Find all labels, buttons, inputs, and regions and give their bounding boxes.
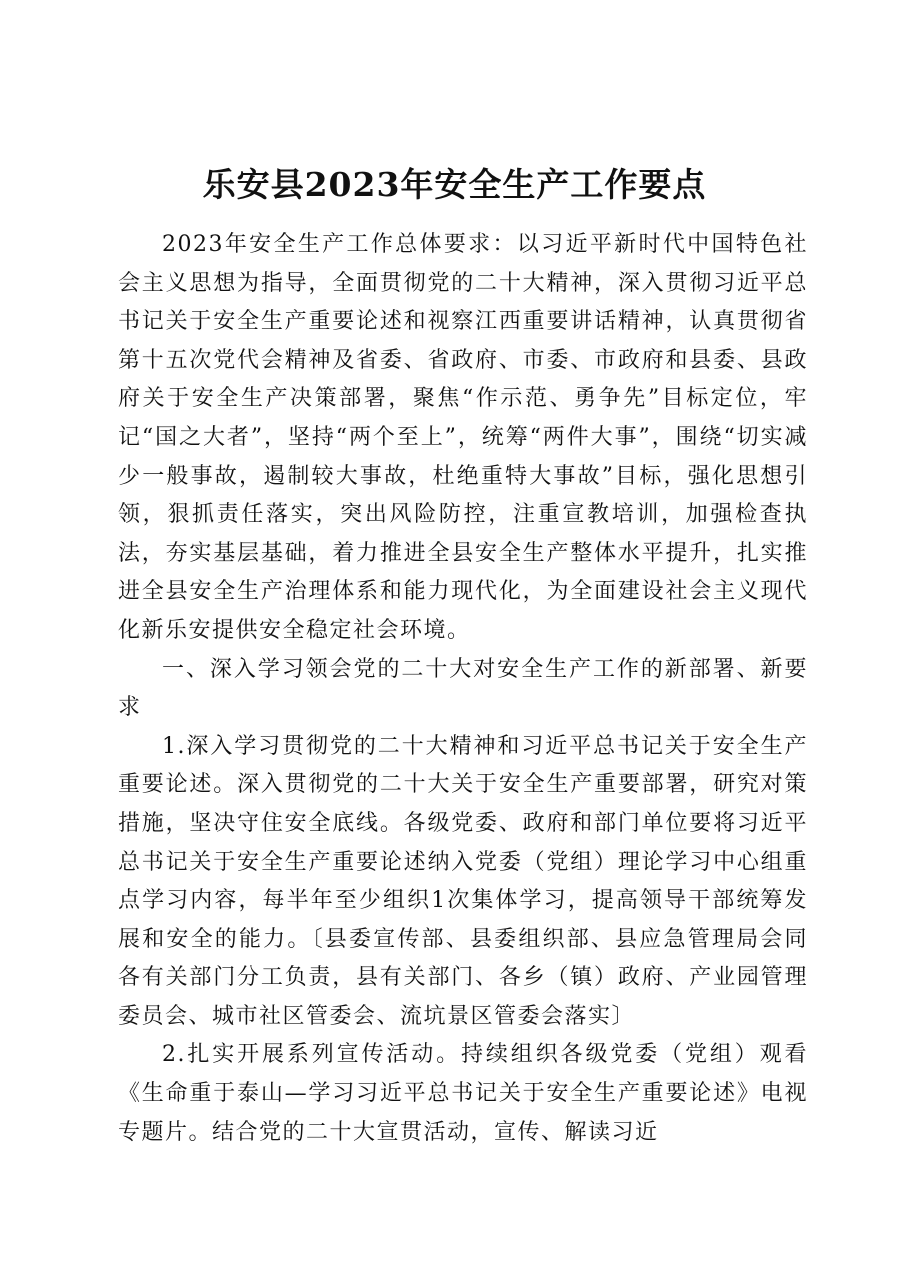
paragraph-item-2: 2.扎实开展系列宣传活动。持续组织各级党委（党组）观看《生命重于泰山—学习习近平总书记关于安全生产重要论述》电视专题片。结合党的二十大宣贯活动，宣传、解读习近 bbox=[118, 1042, 808, 1145]
document-body bbox=[118, 226, 808, 1152]
document-title: 乐安县2023年安全生产工作要点 bbox=[202, 165, 707, 204]
paragraph-general-requirements: 2023年安全生产工作总体要求：以习近平新时代中国特色社会主义思想为指导，全面贯彻党的二十大精神，深入贯彻习近平总书记关于安全生产重要论述和视察江西重要讲话精神，认真贯彻省第十五次党代会精神及省委、省政府、市委、市政府和县委、县政府关于安全生产决策部署，聚焦“作示范、勇争先”目标定位，牢记“国之大者”，坚持“两个至上”，统筹“两件大事”，围绕“切实减少一般事故，遏制较大事故，杜绝重特大事故”目标，强化思想引领，狠抓责任落实，突出风险防控，注重宣教培训，加强检查执法，夯实基层基础，着力推进全县安全生产整体水平提升，扎实推进全县安全生产治理体系和能力现代化，为全面建设社会主义现代化新乐安提供安全稳定社会环境。 bbox=[118, 232, 808, 643]
section-heading-one: 一、深入学习领会党的二十大对安全生产工作的新部署、新要求 bbox=[118, 656, 808, 721]
paragraph-item-1: 1.深入学习贯彻党的二十大精神和习近平总书记关于安全生产重要论述。深入贯彻党的二十大关于安全生产重要部署，研究对策措施，坚决守住安全底线。各级党委、政府和部门单位要将习近平总书记关于安全生产重要论述纳入党委（党组）理论学习中心组重点学习内容，每半年至少组织1次集体学习，提高领导干部统筹发展和安全的能力。〔县委宣传部、县委组织部、县应急管理局会同各有关部门分工负责，县有关部门、各乡（镇）政府、产业园管理委员会、城市社区管委会、流坑景区管委会落实〕 bbox=[118, 733, 808, 1029]
